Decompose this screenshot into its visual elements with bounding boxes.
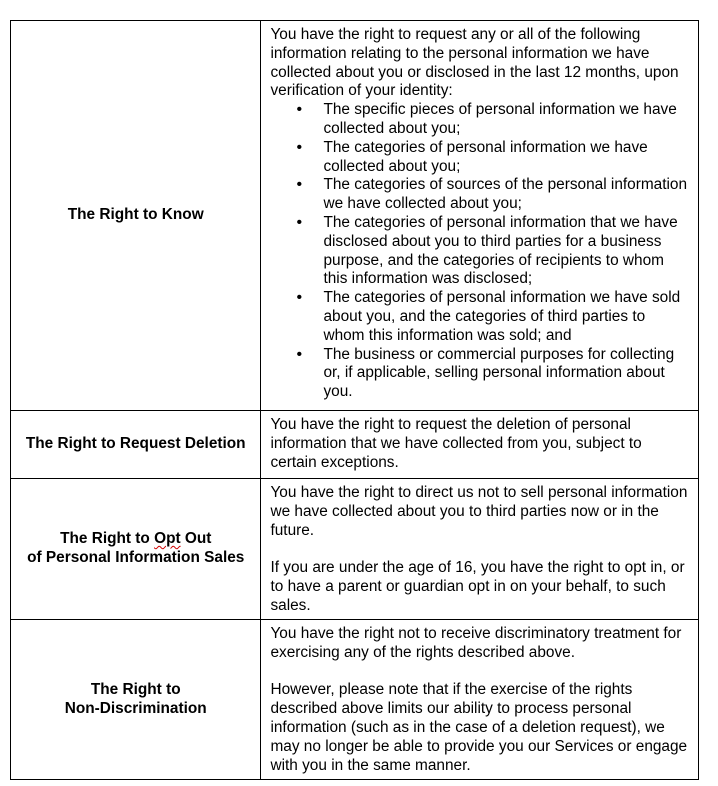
intro-paragraph: You have the right to request any or all of the following information relating to the personal information we have collected about you or disclosed in the last 12 months, upon verification of your identity: (270, 26, 679, 100)
list-item: • The categories of personal information that we have disclosed about you to third parties for a business purpose, and the categories of recipients to whom this information was disclosed; (323, 214, 689, 289)
row-content-right-to-opt-out (261, 479, 699, 620)
row-content-right-to-delete (261, 411, 699, 479)
row-label-line-2: Non-Discrimination (64, 699, 207, 717)
row-label-text: The Right to (60, 530, 155, 548)
row-label-text: Out (180, 530, 212, 548)
row-label-right-to-opt-out (11, 479, 261, 620)
list-item: • The specific pieces of personal information we have collected about you; (323, 101, 689, 139)
row-label-right-to-know (11, 21, 261, 411)
list-item: • The categories of sources of the personal information we have collected about you; (323, 176, 689, 214)
info-list (270, 101, 689, 402)
paragraph: However, please note that if the exercise of the rights described above limits our ability to process personal information (such as in the case of a deletion request), we may no longer be able to provide you our Services or engage with you in the same manner. (270, 681, 688, 774)
paragraph: If you are under the age of 16, you have the right to opt in, or to have a parent or guardian opt in on your behalf, to such sales. (270, 559, 685, 614)
row-label-line-2: of Personal Information Sales (27, 549, 245, 566)
row-label-line-1 (60, 530, 211, 547)
row-content-right-to-know (261, 21, 699, 411)
list-item: • The categories of personal information we have collected about you; (323, 139, 689, 177)
list-item: • The business or commercial purposes for collecting or, if applicable, selling personal information about you. (323, 346, 689, 402)
paragraph: You have the right to direct us not to sell personal information we have collected about you to third parties now or in the future. (270, 484, 688, 539)
table-row-right-to-opt-out (11, 479, 699, 620)
row-label-text: The Right to Know (67, 206, 204, 224)
table-row-right-to-know (11, 21, 699, 411)
row-label-right-to-delete (11, 411, 261, 479)
row-content-right-to-non-discrimination (261, 620, 699, 780)
rights-table (10, 20, 699, 780)
table-row-right-to-non-discrimination (11, 620, 699, 780)
paragraph: You have the right to request the deletion of personal information that we have collected from you, subject to certain exceptions. (270, 416, 642, 471)
spellcheck-flagged-word: Opt (154, 530, 181, 548)
table-row-right-to-delete (11, 411, 699, 479)
row-label-right-to-non-discrimination (11, 620, 261, 780)
list-item: • The categories of personal information we have sold about you, and the categories of third parties to whom this information was sold; and (323, 289, 689, 345)
paragraph: You have the right not to receive discriminatory treatment for exercising any of the rights described above. (270, 625, 682, 661)
row-label-line-1: The Right to (90, 680, 181, 698)
row-label-text: The Right to Request Deletion (25, 435, 246, 453)
